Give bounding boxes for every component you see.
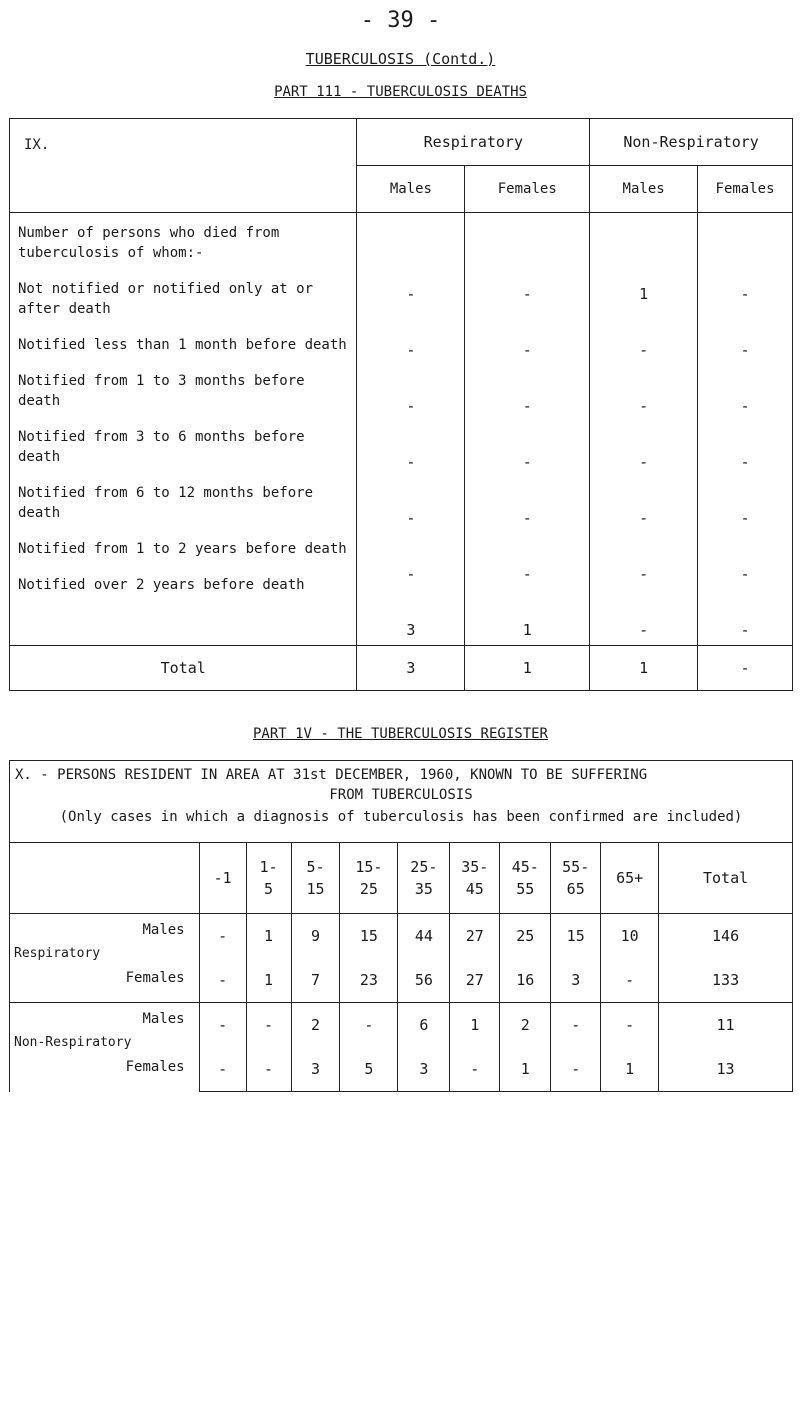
deaths-cell: - xyxy=(522,397,532,415)
deaths-sub-nonresp-females: Females xyxy=(698,166,793,213)
register-heading-line1: X. - PERSONS RESIDENT IN AREA AT 31st DECEMBER, 1960, KNOWN TO BE SUFFERING xyxy=(15,767,648,783)
register-cell: 15 xyxy=(551,914,601,959)
deaths-total-cell: 1 xyxy=(465,646,590,691)
deaths-row-label: Notified over 2 years before death xyxy=(18,577,305,593)
register-cell: 1 xyxy=(246,958,291,1003)
register-cell: 6 xyxy=(398,1003,450,1048)
age-header: 15- 25 xyxy=(340,843,398,914)
deaths-cell: - xyxy=(406,285,416,303)
age-header: 1- 5 xyxy=(246,843,291,914)
register-cell: 13 xyxy=(659,1047,793,1092)
part3-title: PART 111 - TUBERCULOSIS DEATHS xyxy=(274,84,527,100)
register-heading-line3: (Only cases in which a diagnosis of tuberculosis has been confirmed are included) xyxy=(59,809,743,825)
register-cell: 7 xyxy=(291,958,340,1003)
register-cell: 3 xyxy=(551,958,601,1003)
deaths-sub-nonresp-males: Males xyxy=(590,166,698,213)
deaths-cell: - xyxy=(522,509,532,527)
age-header: 35- 45 xyxy=(450,843,500,914)
deaths-cell: - xyxy=(639,341,649,359)
deaths-col-nonresp-males xyxy=(590,213,698,646)
deaths-cell: - xyxy=(740,453,750,471)
register-cell: 11 xyxy=(659,1003,793,1048)
age-header: 55- 65 xyxy=(551,843,601,914)
deaths-cell: - xyxy=(406,565,416,583)
register-cell: - xyxy=(246,1003,291,1048)
section-title: TUBERCULOSIS (Contd.) xyxy=(305,50,496,68)
deaths-cell: - xyxy=(740,565,750,583)
deaths-col-nonresp-females xyxy=(698,213,793,646)
deaths-cell: - xyxy=(406,341,416,359)
register-cell: 16 xyxy=(500,958,551,1003)
register-cell: 10 xyxy=(601,914,659,959)
register-cell: - xyxy=(199,914,246,959)
register-cell: - xyxy=(199,1003,246,1048)
deaths-row-label: Not notified or notified only at or after death xyxy=(18,281,314,317)
age-header: 5- 15 xyxy=(291,843,340,914)
register-corner xyxy=(10,843,200,914)
register-cell: - xyxy=(340,1003,398,1048)
register-cell: - xyxy=(551,1003,601,1048)
register-cell: 146 xyxy=(659,914,793,959)
deaths-cell: 3 xyxy=(406,621,416,639)
register-cell: - xyxy=(601,958,659,1003)
deaths-cell: - xyxy=(522,453,532,471)
register-group-label: Non-Respiratory xyxy=(14,1035,132,1050)
deaths-row-labels xyxy=(10,213,357,646)
register-heading xyxy=(9,760,793,843)
register-table xyxy=(9,842,793,1092)
deaths-cell: - xyxy=(740,285,750,303)
register-cell: 3 xyxy=(398,1047,450,1092)
deaths-cell: - xyxy=(522,341,532,359)
deaths-row-label: Notified from 6 to 12 months before death xyxy=(18,485,314,521)
register-cell: - xyxy=(551,1047,601,1092)
deaths-cell: - xyxy=(406,509,416,527)
deaths-row-label: Notified from 3 to 6 months before death xyxy=(18,429,305,465)
deaths-row-label: Notified from 1 to 3 months before death xyxy=(18,373,305,409)
age-header: 45- 55 xyxy=(500,843,551,914)
deaths-cell: - xyxy=(639,397,649,415)
register-cell: 2 xyxy=(500,1003,551,1048)
register-cell: 3 xyxy=(291,1047,340,1092)
register-cell: 44 xyxy=(398,914,450,959)
deaths-total-cell: 3 xyxy=(357,646,465,691)
age-header: 25- 35 xyxy=(398,843,450,914)
register-cell: 2 xyxy=(291,1003,340,1048)
register-cell: 1 xyxy=(601,1047,659,1092)
deaths-cell: - xyxy=(740,621,750,639)
register-sex-label: Males xyxy=(142,1011,185,1027)
register-cell: - xyxy=(450,1047,500,1092)
deaths-col-resp-males xyxy=(357,213,465,646)
register-group-non-respiratory xyxy=(10,1003,200,1092)
register-cell: 5 xyxy=(340,1047,398,1092)
register-cell: 1 xyxy=(500,1047,551,1092)
total-header: Total xyxy=(659,843,793,914)
deaths-cell: 1 xyxy=(639,285,649,303)
deaths-corner-label: IX. xyxy=(10,119,357,213)
deaths-total-label: Total xyxy=(10,646,357,691)
register-cell: 56 xyxy=(398,958,450,1003)
deaths-cell: - xyxy=(740,341,750,359)
register-sex-label: Females xyxy=(125,1059,185,1075)
register-heading-line2: FROM TUBERCULOSIS xyxy=(329,787,473,803)
deaths-cell: 1 xyxy=(522,621,532,639)
deaths-cell: - xyxy=(740,397,750,415)
deaths-table xyxy=(9,118,793,691)
part4-title: PART 1V - THE TUBERCULOSIS REGISTER xyxy=(252,726,548,742)
register-cell: 23 xyxy=(340,958,398,1003)
deaths-sub-resp-males: Males xyxy=(357,166,465,213)
register-cell: 25 xyxy=(500,914,551,959)
deaths-group-respiratory: Respiratory xyxy=(357,119,590,166)
register-cell: - xyxy=(601,1003,659,1048)
register-cell: - xyxy=(199,958,246,1003)
register-cell: - xyxy=(246,1047,291,1092)
register-cell: 27 xyxy=(450,914,500,959)
deaths-group-non-respiratory: Non-Respiratory xyxy=(590,119,793,166)
deaths-cell: - xyxy=(522,285,532,303)
register-group-respiratory xyxy=(10,914,200,1003)
deaths-total-cell: 1 xyxy=(590,646,698,691)
deaths-cell: - xyxy=(639,621,649,639)
register-cell: 133 xyxy=(659,958,793,1003)
register-cell: 1 xyxy=(450,1003,500,1048)
deaths-sub-resp-females: Females xyxy=(465,166,590,213)
register-cell: - xyxy=(199,1047,246,1092)
deaths-total-cell: - xyxy=(698,646,793,691)
register-sex-label: Females xyxy=(125,970,185,986)
deaths-cell: - xyxy=(639,565,649,583)
deaths-cell: - xyxy=(406,453,416,471)
deaths-cell: - xyxy=(522,565,532,583)
deaths-intro-label: Number of persons who died from tuberculosis of whom:- xyxy=(18,225,280,261)
deaths-cell: - xyxy=(639,453,649,471)
register-cell: 9 xyxy=(291,914,340,959)
register-cell: 1 xyxy=(246,914,291,959)
deaths-cell: - xyxy=(639,509,649,527)
deaths-row-label: Notified from 1 to 2 years before death xyxy=(18,541,347,557)
age-header: -1 xyxy=(199,843,246,914)
deaths-cell: - xyxy=(406,397,416,415)
deaths-row-label: Notified less than 1 month before death xyxy=(18,337,347,353)
register-sex-label: Males xyxy=(142,922,185,938)
deaths-col-resp-females xyxy=(465,213,590,646)
age-header: 65+ xyxy=(601,843,659,914)
page-number: - 39 - xyxy=(360,8,441,33)
register-group-label: Respiratory xyxy=(14,946,101,961)
register-cell: 27 xyxy=(450,958,500,1003)
deaths-cell: - xyxy=(740,509,750,527)
register-cell: 15 xyxy=(340,914,398,959)
